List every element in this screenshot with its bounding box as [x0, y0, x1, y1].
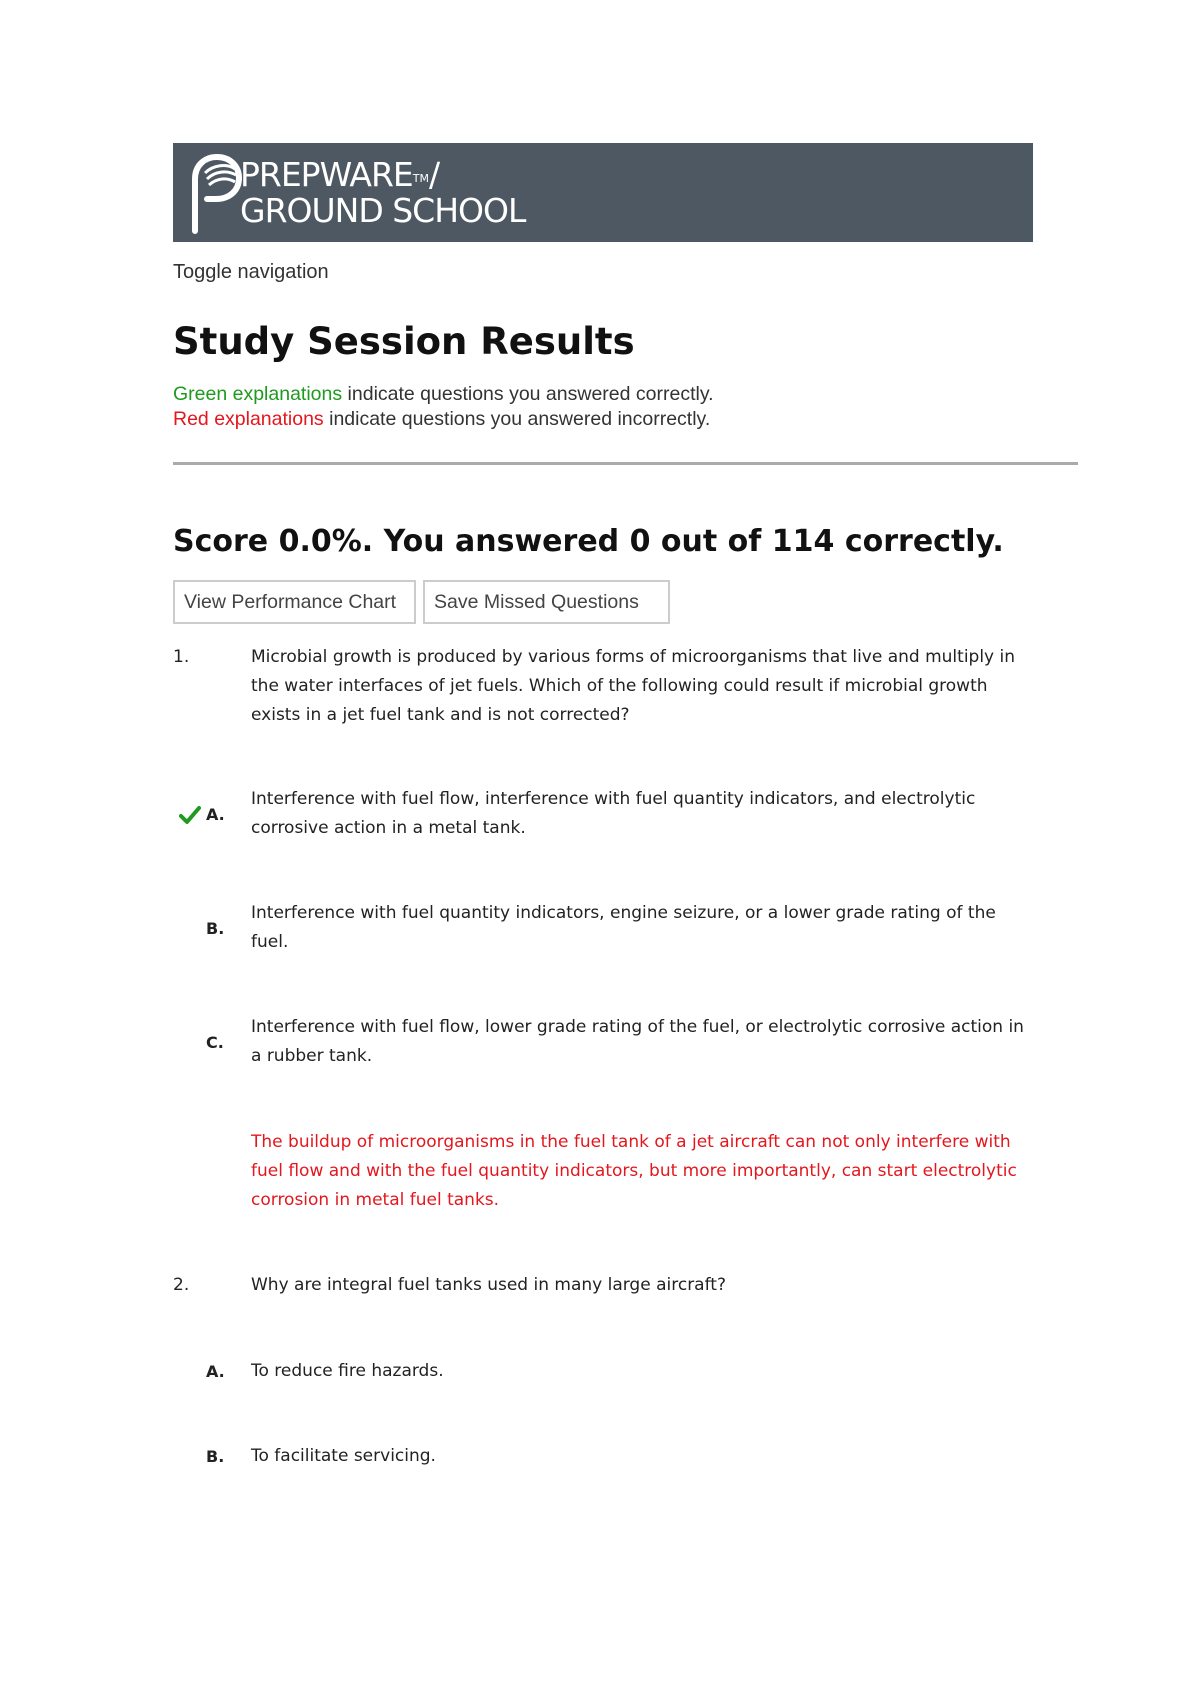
checkmark-icon — [179, 805, 201, 825]
question-number: 2. — [173, 1275, 190, 1295]
save-missed-questions-button[interactable]: Save Missed Questions — [423, 580, 670, 624]
action-buttons — [173, 580, 1083, 624]
brand-line-prepware: PREPWARE™/ — [240, 155, 440, 194]
legend-red-label: Red explanations — [173, 408, 324, 430]
toggle-navigation-button[interactable]: Toggle navigation — [173, 261, 329, 283]
option-text: Interference with fuel quantity indicators, engine seizure, or a lower grade rating of the fuel. — [251, 903, 996, 952]
question-number: 1. — [173, 647, 190, 667]
prepware-logo-icon — [183, 151, 243, 235]
brand-line-ground-school: GROUND SCHOOL — [240, 191, 526, 230]
question-text: Why are integral fuel tanks used in many large aircraft? — [251, 1275, 726, 1295]
option-text: To facilitate servicing. — [251, 1446, 436, 1466]
explanation-text: The buildup of microorganisms in the fuel tank of a jet aircraft can not only interfere with fuel flow and with the fuel quantity indicators, but more importantly, can start electrolytic corrosion in metal fuel tanks. — [251, 1132, 1017, 1210]
page-container — [173, 143, 1083, 624]
legend-correct — [173, 382, 1083, 407]
legend-green-text: indicate questions you answered correctly. — [342, 383, 714, 405]
option-letter: A. — [206, 805, 225, 824]
results-legend — [173, 382, 1083, 432]
option-letter: B. — [206, 919, 225, 938]
legend-green-label: Green explanations — [173, 383, 343, 405]
legend-incorrect — [173, 407, 1083, 432]
legend-red-text: indicate questions you answered incorrectly. — [323, 408, 711, 430]
option-letter: A. — [206, 1362, 225, 1381]
option-letter: B. — [206, 1447, 225, 1466]
brand-wordmark — [240, 157, 525, 229]
option-text: Interference with fuel flow, interference with fuel quantity indicators, and electrolytic corrosive action in a metal tank. — [251, 789, 976, 838]
page-title: Study Session Results — [173, 320, 635, 363]
option-text: To reduce fire hazards. — [251, 1361, 444, 1381]
score-heading: Score 0.0%. You answered 0 out of 114 correctly. — [173, 524, 1004, 559]
option-text: Interference with fuel flow, lower grade rating of the fuel, or electrolytic corrosive action in a rubber tank. — [251, 1017, 1024, 1066]
question-text: Microbial growth is produced by various forms of microorganisms that live and multiply in the water interfaces of jet fuels. Which of the following could result if microbial growth exists in a jet fuel tank and is not corrected? — [251, 647, 1016, 725]
brand-banner[interactable] — [173, 143, 1033, 242]
view-performance-chart-button[interactable]: View Performance Chart — [173, 580, 416, 624]
section-divider — [173, 462, 1078, 465]
option-letter: C. — [206, 1033, 224, 1052]
